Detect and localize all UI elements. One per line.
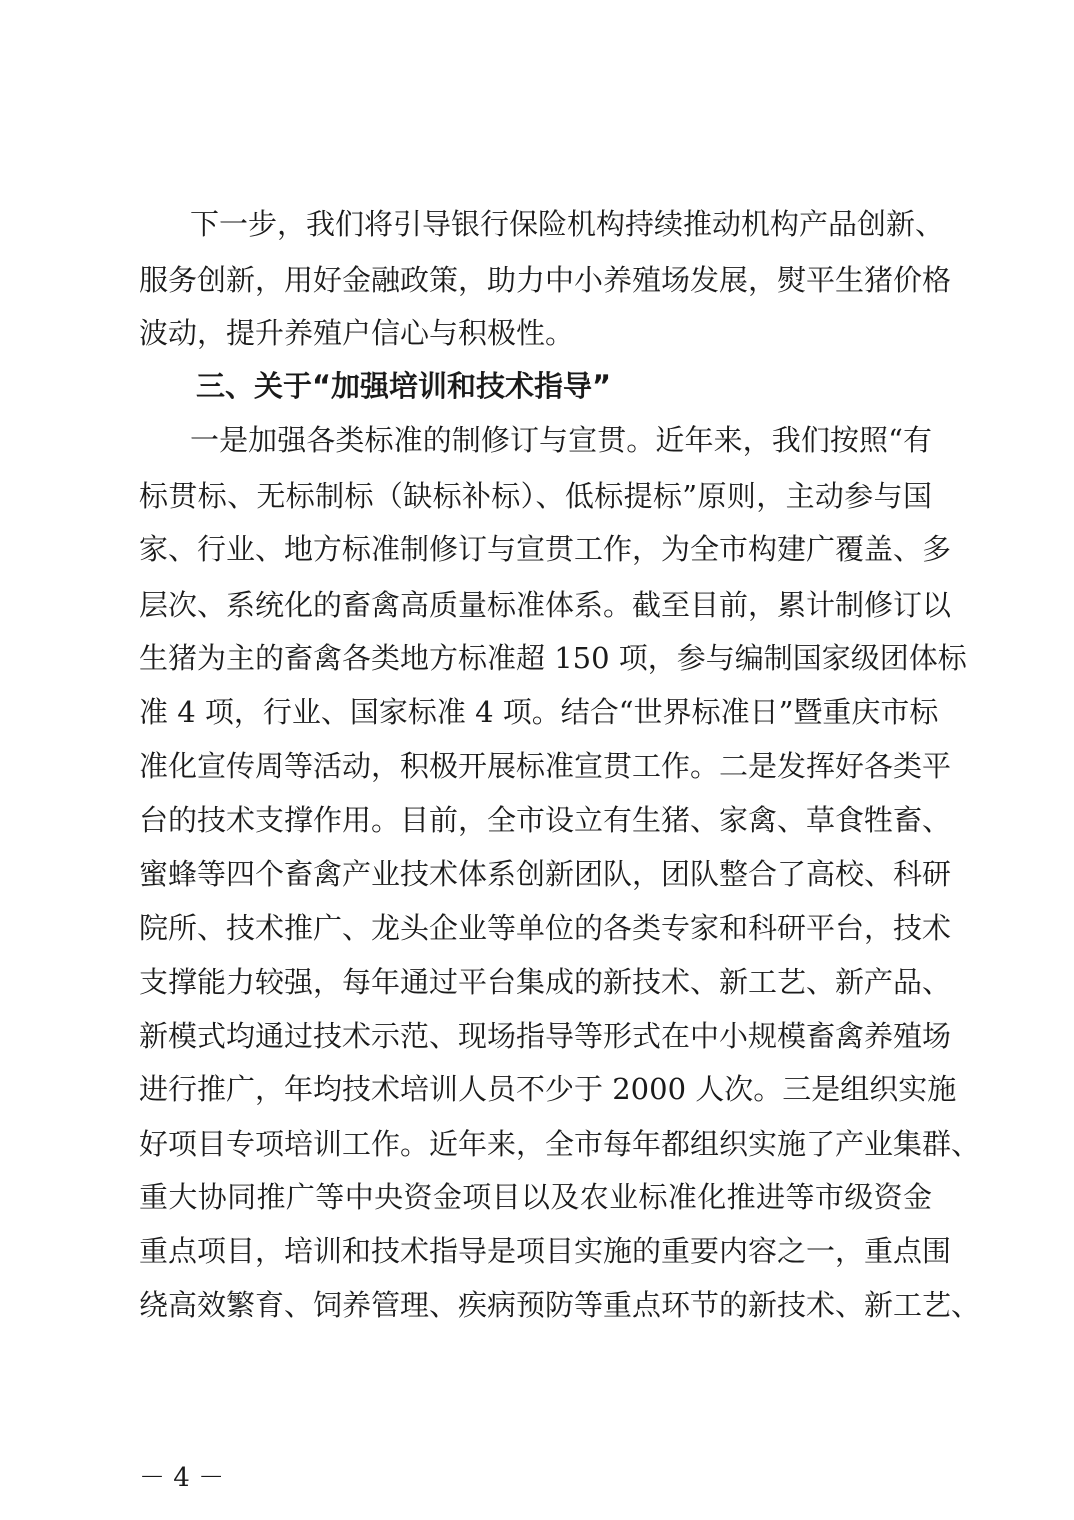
paragraph-3-line-13: 进行推广，年均技术培训人员不少于 2000 人次。三是组织实施: [139, 1072, 957, 1106]
paragraph-3-line-1: 一是加强各类标准的制修订与宣贯。近年来，我们按照“有: [190, 423, 932, 457]
paragraph-3-line-5: 生猪为主的畜禽各类地方标准超 150 项，参与编制国家级团体标: [139, 641, 967, 675]
paragraph-3-line-16: 重点项目，培训和技术指导是项目实施的重要内容之一，重点围: [139, 1234, 952, 1268]
paragraph-3-line-9: 蜜蜂等四个畜禽产业技术体系创新团队，团队整合了高校、科研: [139, 857, 952, 891]
paragraph-3-line-15: 重大协同推广等中央资金项目以及农业标准化推进等市级资金: [139, 1180, 932, 1214]
paragraph-3-line-14: 好项目专项培训工作。近年来，全市每年都组织实施了产业集群、: [139, 1127, 981, 1161]
paragraph-1-line-1: 下一步，我们将引导银行保险机构持续推动机构产品创新、: [190, 207, 945, 241]
paragraph-3-line-4: 层次、系统化的畜禽高质量标准体系。截至目前，累计制修订以: [139, 588, 952, 622]
paragraph-3-line-6: 准 4 项，行业、国家标准 4 项。结合“世界标准日”暨重庆市标: [139, 695, 939, 729]
paragraph-3-line-8: 台的技术支撑作用。目前，全市设立有生猪、家禽、草食牲畜、: [139, 803, 952, 837]
paragraph-3-line-17: 绕高效繁育、饲养管理、疾病预防等重点环节的新技术、新工艺、: [139, 1288, 981, 1322]
page-number: － 4 －: [139, 1463, 225, 1493]
paragraph-1-line-2: 服务创新，用好金融政策，助力中小养殖场发展，熨平生猪价格: [139, 263, 952, 297]
section-heading: 三、关于“加强培训和技术指导”: [196, 369, 612, 403]
paragraph-3-line-2: 标贯标、无标制标（缺标补标）、低标提标”原则，主动参与国: [139, 479, 932, 513]
paragraph-3-line-10: 院所、技术推广、龙头企业等单位的各类专家和科研平台，技术: [139, 911, 952, 945]
paragraph-3-line-12: 新模式均通过技术示范、现场指导等形式在中小规模畜禽养殖场: [139, 1019, 952, 1053]
paragraph-3-line-11: 支撑能力较强，每年通过平台集成的新技术、新工艺、新产品、: [139, 965, 952, 999]
paragraph-3-line-7: 准化宣传周等活动，积极开展标准宣贯工作。二是发挥好各类平: [139, 749, 952, 783]
paragraph-1-line-3: 波动，提升养殖户信心与积极性。: [139, 316, 575, 350]
paragraph-3-line-3: 家、行业、地方标准制修订与宣贯工作，为全市构建广覆盖、多: [139, 532, 952, 566]
